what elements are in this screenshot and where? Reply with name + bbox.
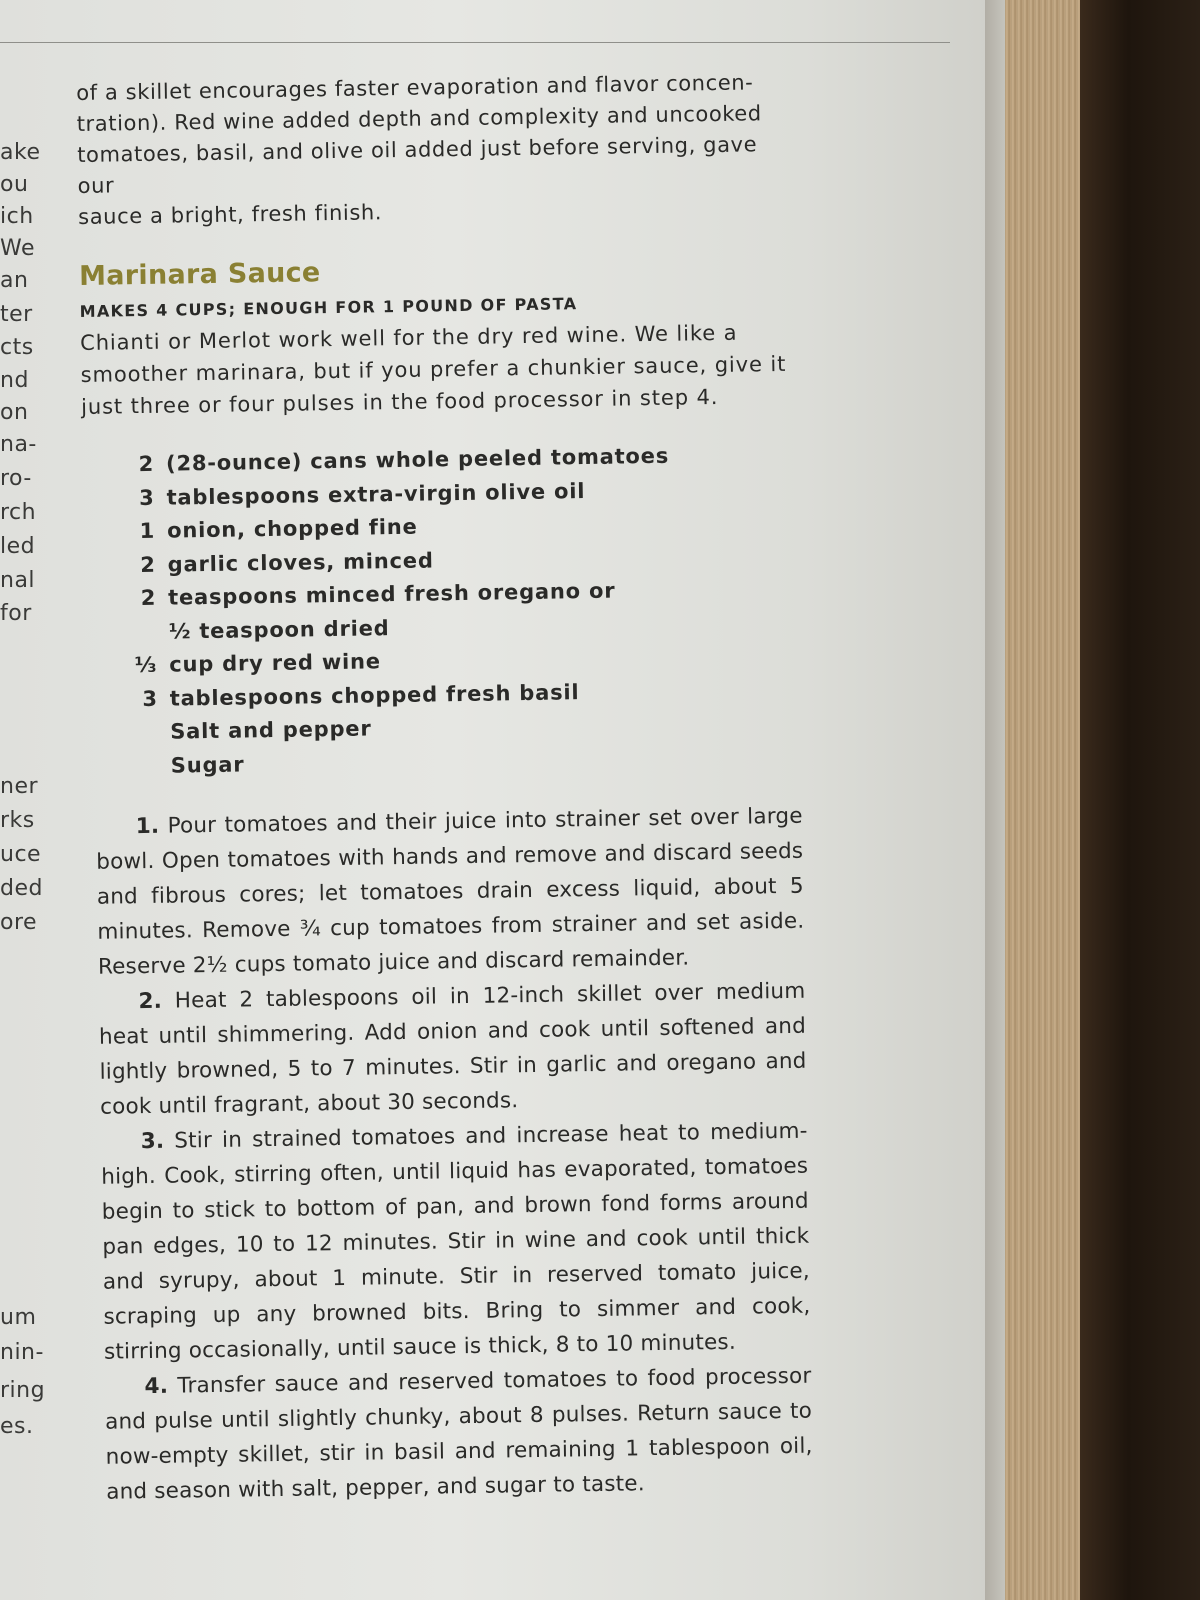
facing-page-edge (0, 0, 60, 1600)
facing-page-fragment: ou (0, 172, 29, 197)
intro-line: tration). Red wine added depth and complexity and uncooked (76, 101, 762, 136)
step-text: Pour tomatoes and their juice into strainer set over large bowl. Open tomatoes with hands and remove and discard seeds and fibrous cores; let tomatoes drain excess liquid, about 5 minutes. Remove ¾ cup tomatoes from strainer and set aside. Reserve 2½ cups tomato juice and discard remainder. (96, 803, 805, 980)
facing-page-fragment: on (0, 400, 29, 425)
facing-page-fragment: nal (0, 568, 36, 593)
ingredient-text: tablespoons chopped fresh basil (169, 679, 580, 711)
step-number: 2. (138, 988, 163, 1015)
facing-page-fragment: cts (0, 335, 34, 360)
ingredient-quantity: 3 (142, 686, 158, 711)
ingredient-quantity: 2 (140, 552, 156, 577)
intro-line: of a skillet encourages faster evaporation and flavor concen- (76, 70, 754, 105)
ingredient-text: (28-ounce) cans whole peeled tomatoes (165, 443, 670, 476)
facing-page-fragment: We (0, 236, 35, 261)
ingredient-text: garlic cloves, minced (167, 547, 434, 577)
gutter-shadow (985, 0, 1005, 1600)
facing-page-fragment: ore (0, 910, 38, 935)
ingredient-text: Salt and pepper (170, 716, 372, 744)
intro-line: sauce a bright, fresh finish. (77, 200, 383, 229)
ingredient-text: onion, chopped fine (166, 514, 418, 543)
step-number: 4. (144, 1373, 169, 1400)
ingredient-text: tablespoons extra-virgin olive oil (166, 478, 586, 510)
step-list (95, 799, 813, 1510)
facing-page-fragment: na- (0, 432, 37, 457)
facing-page-fragment: an (0, 268, 29, 293)
ingredient-list (112, 438, 802, 784)
intro-paragraph (76, 67, 793, 233)
ingredient-quantity: ⅓ (134, 652, 158, 678)
recipe-title: Marinara Sauce (78, 257, 321, 292)
header-rule (0, 42, 950, 43)
intro-line: tomatoes, basil, and olive oil added just before serving, gave our (77, 132, 758, 198)
step-text: Transfer sauce and reserved tomatoes to food processor and pulse until slightly chunky, about 8 pulses. Return sauce to now-empty skillet, stir in basil and remaining 1 tablespoon oil, and season with salt, pepper, and sugar to taste. (104, 1363, 813, 1505)
facing-page-fragment: nd (0, 368, 29, 393)
step-item (98, 974, 807, 1125)
facing-page-fragment: uce (0, 842, 42, 867)
facing-page-fragment: nin- (0, 1340, 44, 1365)
ingredient-text: ½ teaspoon dried (168, 615, 390, 644)
facing-page-fragment: ner (0, 774, 39, 799)
facing-page-fragment: ake (0, 140, 41, 165)
step-item (100, 1114, 811, 1370)
facing-page-fragment: ring (0, 1378, 46, 1403)
page-edges (1005, 0, 1080, 1600)
facing-page-fragment: rks (0, 808, 35, 833)
ingredient-quantity: 2 (140, 585, 157, 611)
step-text: Stir in strained tomatoes and increase heat to medium-high. Cook, stirring often, until liquid has evaporated, tomatoes begin to stick to bottom of pan, and brown fond forms around pan edges, 10 to 12 minutes. Stir in wine and cook until thick and syrupy, about 1 minute. Stir in reserved tomato juice, scraping up any browned bits. Bring to simmer and cook, stirring occasionally, until sauce is thick, 8 to 10 minutes. (101, 1118, 811, 1365)
recipe-yield: MAKES 4 CUPS; ENOUGH FOR 1 POUND OF PASTA (79, 294, 578, 321)
facing-page-fragment: es. (0, 1414, 34, 1439)
ingredient-text: teaspoons minced fresh oregano or (167, 578, 616, 610)
step-text: Heat 2 tablespoons oil in 12-inch skillet over medium heat until shimmering. Add onion and cook until softened and lightly browned, 5 to 7 minutes. Stir in garlic and oregano and cook until fragrant, about 30 seconds. (98, 978, 807, 1120)
facing-page-fragment: um (0, 1305, 37, 1330)
step-item (95, 799, 805, 985)
ingredient-quantity: 1 (139, 518, 156, 544)
table-background (1080, 0, 1200, 1600)
ingredient-text: Sugar (170, 751, 245, 778)
step-number: 3. (140, 1128, 165, 1155)
step-item (104, 1359, 813, 1510)
facing-page-fragment: ro- (0, 466, 32, 491)
facing-page-fragment: led (0, 534, 36, 559)
ingredient-quantity: 2 (138, 451, 155, 477)
ingredient-text: cup dry red wine (169, 649, 382, 677)
facing-page-fragment: ded (0, 876, 43, 901)
step-number: 1. (135, 813, 160, 840)
facing-page-fragment: ter (0, 302, 33, 327)
page-content (76, 67, 813, 1510)
ingredient-quantity: 3 (138, 485, 155, 510)
facing-page-fragment: ich (0, 204, 34, 229)
facing-page-fragment: rch (0, 500, 37, 525)
facing-page-fragment: for (0, 601, 32, 626)
recipe-headnote: Chianti or Merlot work well for the dry red wine. We like a smoother marinara, but if you prefer a chunkier sauce, give it just three or four pulses in the food processor in step 4. (79, 320, 787, 419)
